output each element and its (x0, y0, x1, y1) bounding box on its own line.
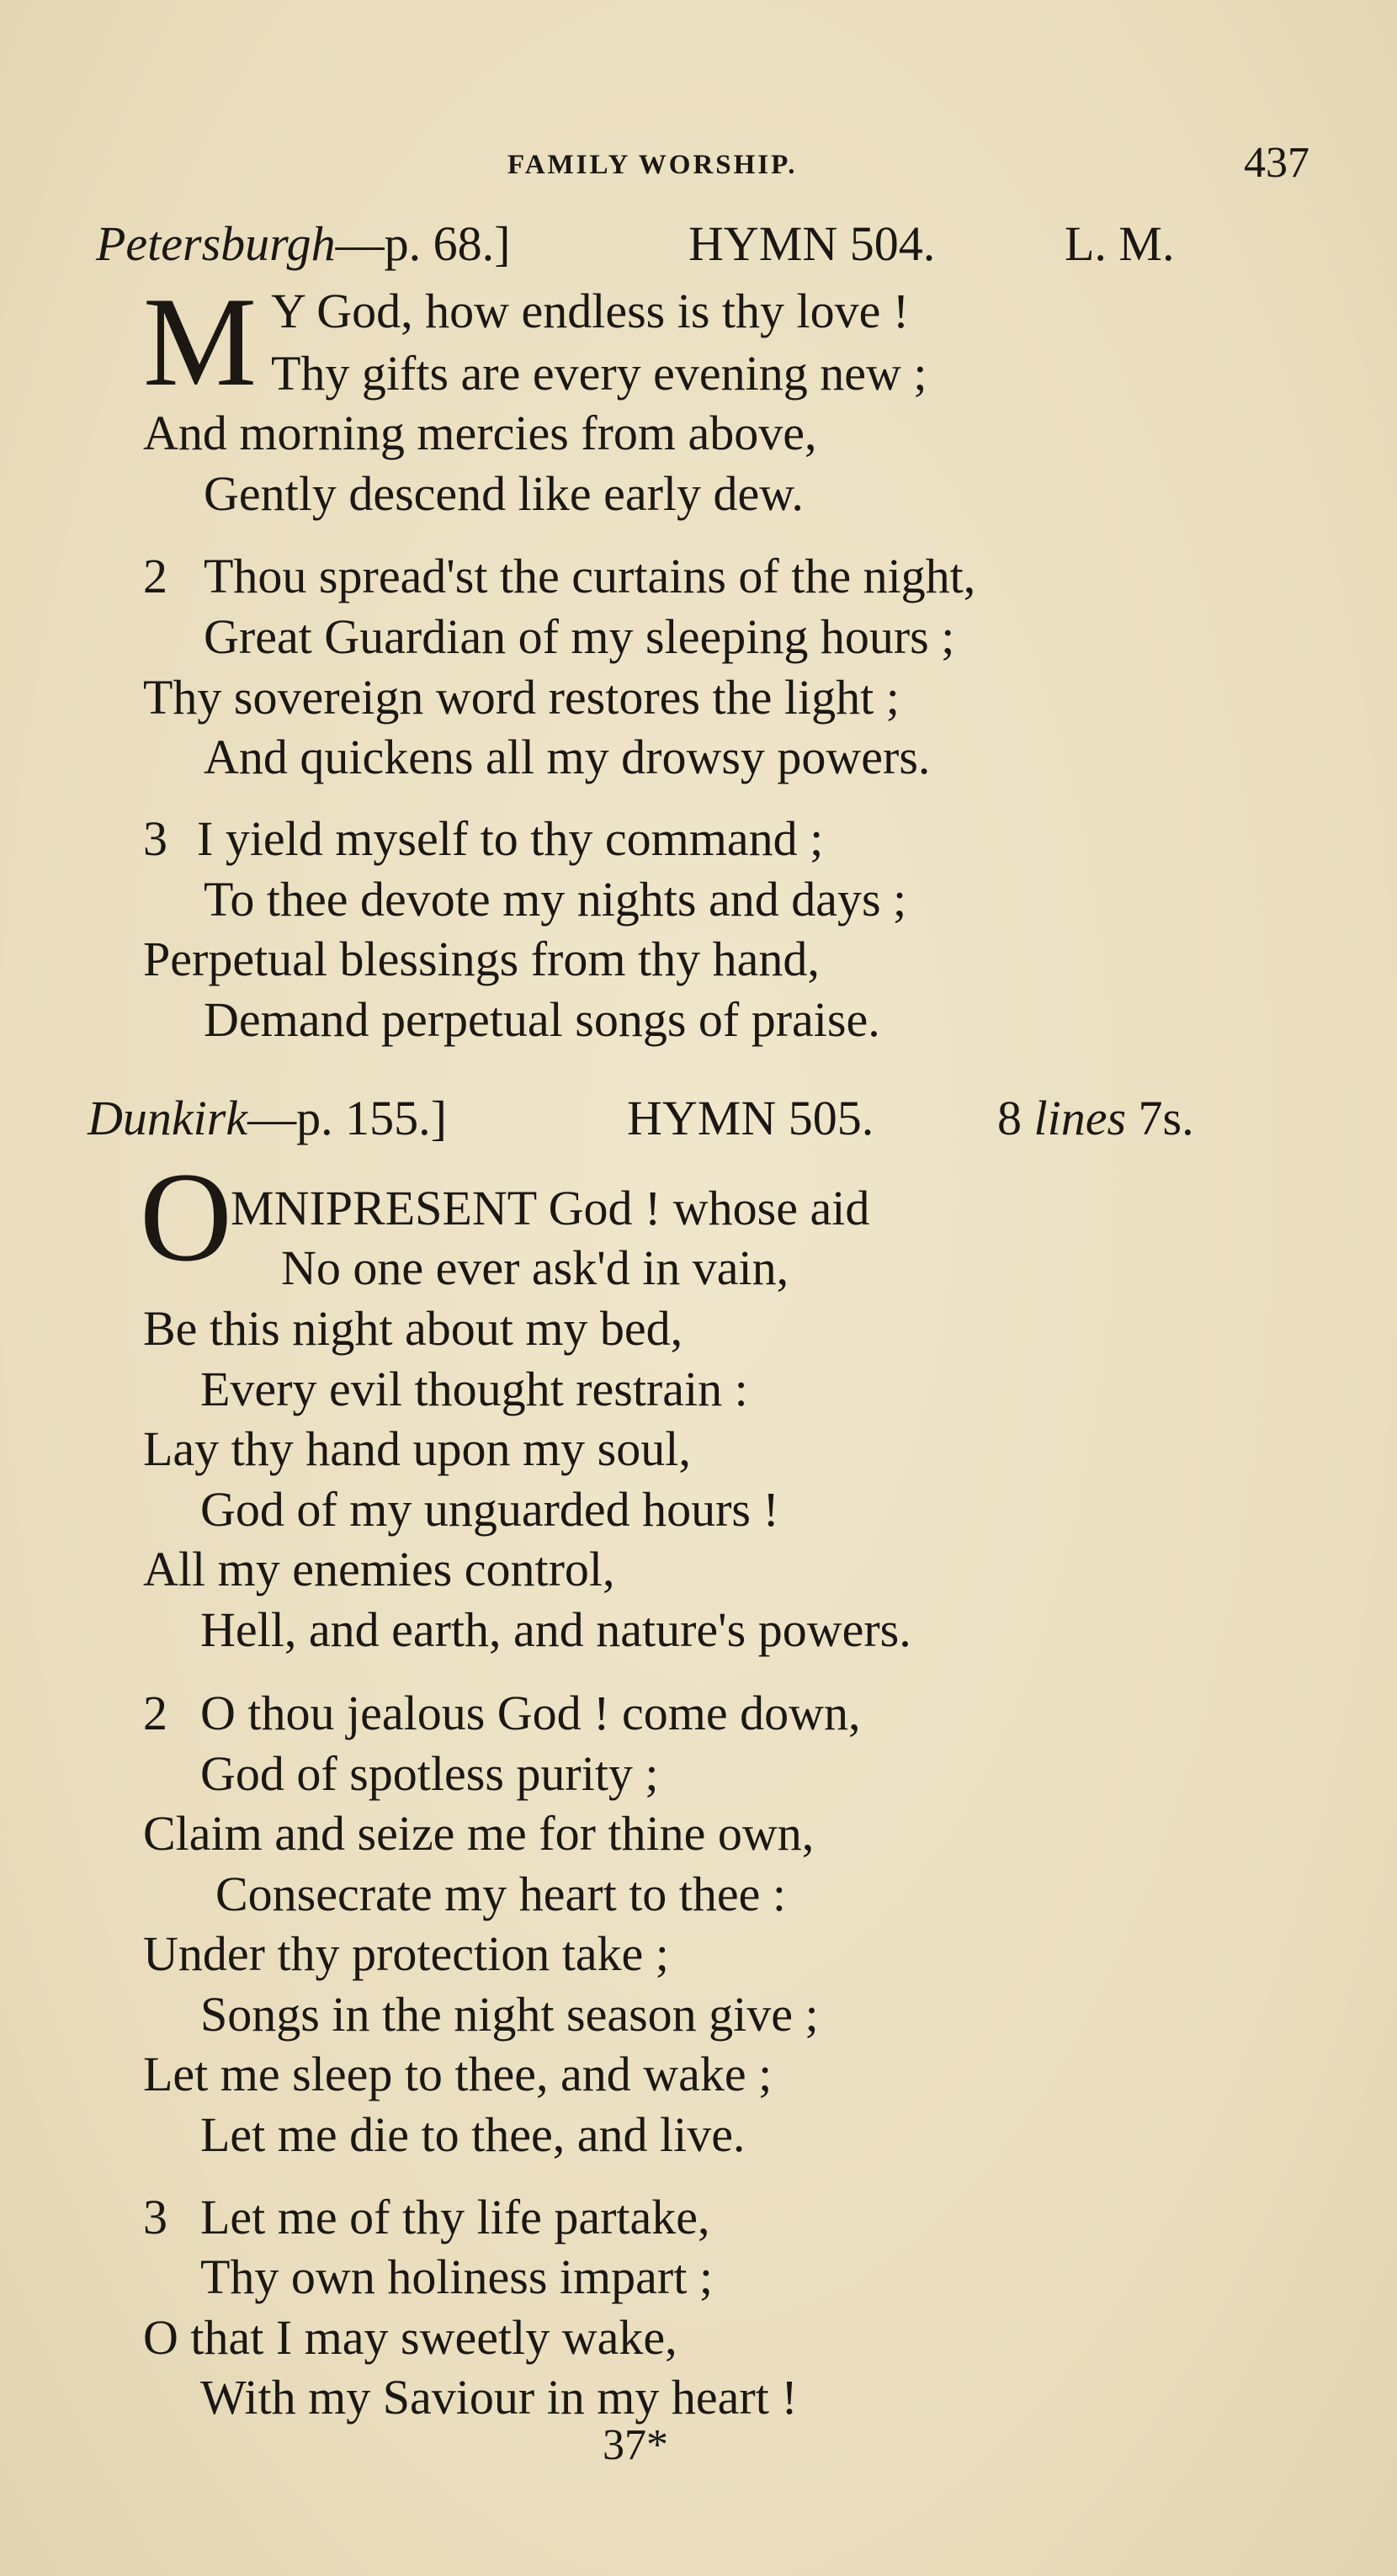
verse-line: God of my unguarded hours ! (200, 1482, 779, 1537)
signature-mark: 37* (603, 2421, 668, 2469)
verse-line: Demand perpetual songs of praise. (204, 992, 880, 1047)
stanza-number: 3 (143, 811, 167, 866)
tune-page-ref: —p. 155.] (247, 1091, 447, 1145)
verse-line: I yield myself to thy command ; (197, 811, 824, 866)
verse-line: MNIPRESENT God ! whose aid (231, 1181, 870, 1235)
drop-cap-m: M (143, 271, 258, 412)
running-title: FAMILY WORSHIP. (507, 150, 798, 180)
verse-line: Hell, and earth, and nature's powers. (200, 1602, 911, 1657)
verse-line: And morning mercies from above, (143, 406, 817, 460)
tune-name: Dunkirk (88, 1091, 248, 1145)
verse-line: Let me sleep to thee, and wake ; (143, 2047, 773, 2101)
verse-line: And quickens all my drowsy powers. (204, 730, 931, 784)
verse-line: All my enemies control, (143, 1542, 615, 1596)
verse-line: Claim and seize me for thine own, (143, 1806, 815, 1861)
verse-line: Songs in the night season give ; (200, 1987, 819, 2042)
verse-line: Perpetual blessings from thy hand, (143, 932, 820, 986)
verse-line: No one ever ask'd in vain, (281, 1240, 789, 1295)
meter-end: 7s. (1138, 1091, 1194, 1145)
hymn-504-heading (96, 215, 510, 272)
verse-line: O thou jealous God ! come down, (200, 1686, 861, 1740)
stanza-number: 2 (143, 549, 167, 603)
verse-line: O that I may sweetly wake, (143, 2310, 677, 2365)
hymn-505-meter (997, 1090, 1194, 1146)
verse-line: Consecrate my heart to thee : (215, 1867, 787, 1921)
meter-number: 8 (997, 1091, 1022, 1145)
verse-line: Lay thy hand upon my soul, (143, 1421, 691, 1476)
stanza-number: 2 (143, 1686, 167, 1740)
meter-word: lines (1033, 1091, 1127, 1145)
verse-line: Every evil thought restrain : (200, 1362, 748, 1416)
verse-line: To thee devote my nights and days ; (204, 872, 907, 927)
hymn-504-number: HYMN 504. (688, 216, 936, 271)
hymn-505-heading (88, 1090, 447, 1146)
stanza-number: 3 (143, 2190, 167, 2244)
verse-line: Thy gifts are every evening new ; (271, 346, 927, 401)
hymn-505-number: HYMN 505. (627, 1091, 874, 1145)
page-number: 437 (1244, 139, 1309, 187)
verse-line: Thy sovereign word restores the light ; (143, 670, 900, 725)
hymn-504-meter: L. M. (1065, 216, 1175, 271)
verse-line: With my Saviour in my heart ! (200, 2370, 798, 2425)
verse-line: Great Guardian of my sleeping hours ; (204, 609, 955, 664)
verse-line: Thy own holiness impart ; (200, 2249, 713, 2304)
drop-cap-o: O (140, 1146, 232, 1288)
tune-name: Petersburgh (96, 216, 336, 271)
verse-line: Y God, how endless is thy love ! (271, 284, 910, 338)
verse-line: Gently descend like early dew. (204, 466, 804, 521)
verse-line: Under thy protection take ; (143, 1926, 669, 1981)
verse-line: Let me die to thee, and live. (200, 2107, 746, 2162)
verse-line: God of spotless purity ; (200, 1746, 659, 1801)
verse-line: Thou spread'st the curtains of the night, (204, 549, 976, 603)
tune-page-ref: —p. 68.] (335, 216, 511, 271)
verse-line: Let me of thy life partake, (200, 2190, 710, 2244)
verse-line: Be this night about my bed, (143, 1301, 683, 1356)
